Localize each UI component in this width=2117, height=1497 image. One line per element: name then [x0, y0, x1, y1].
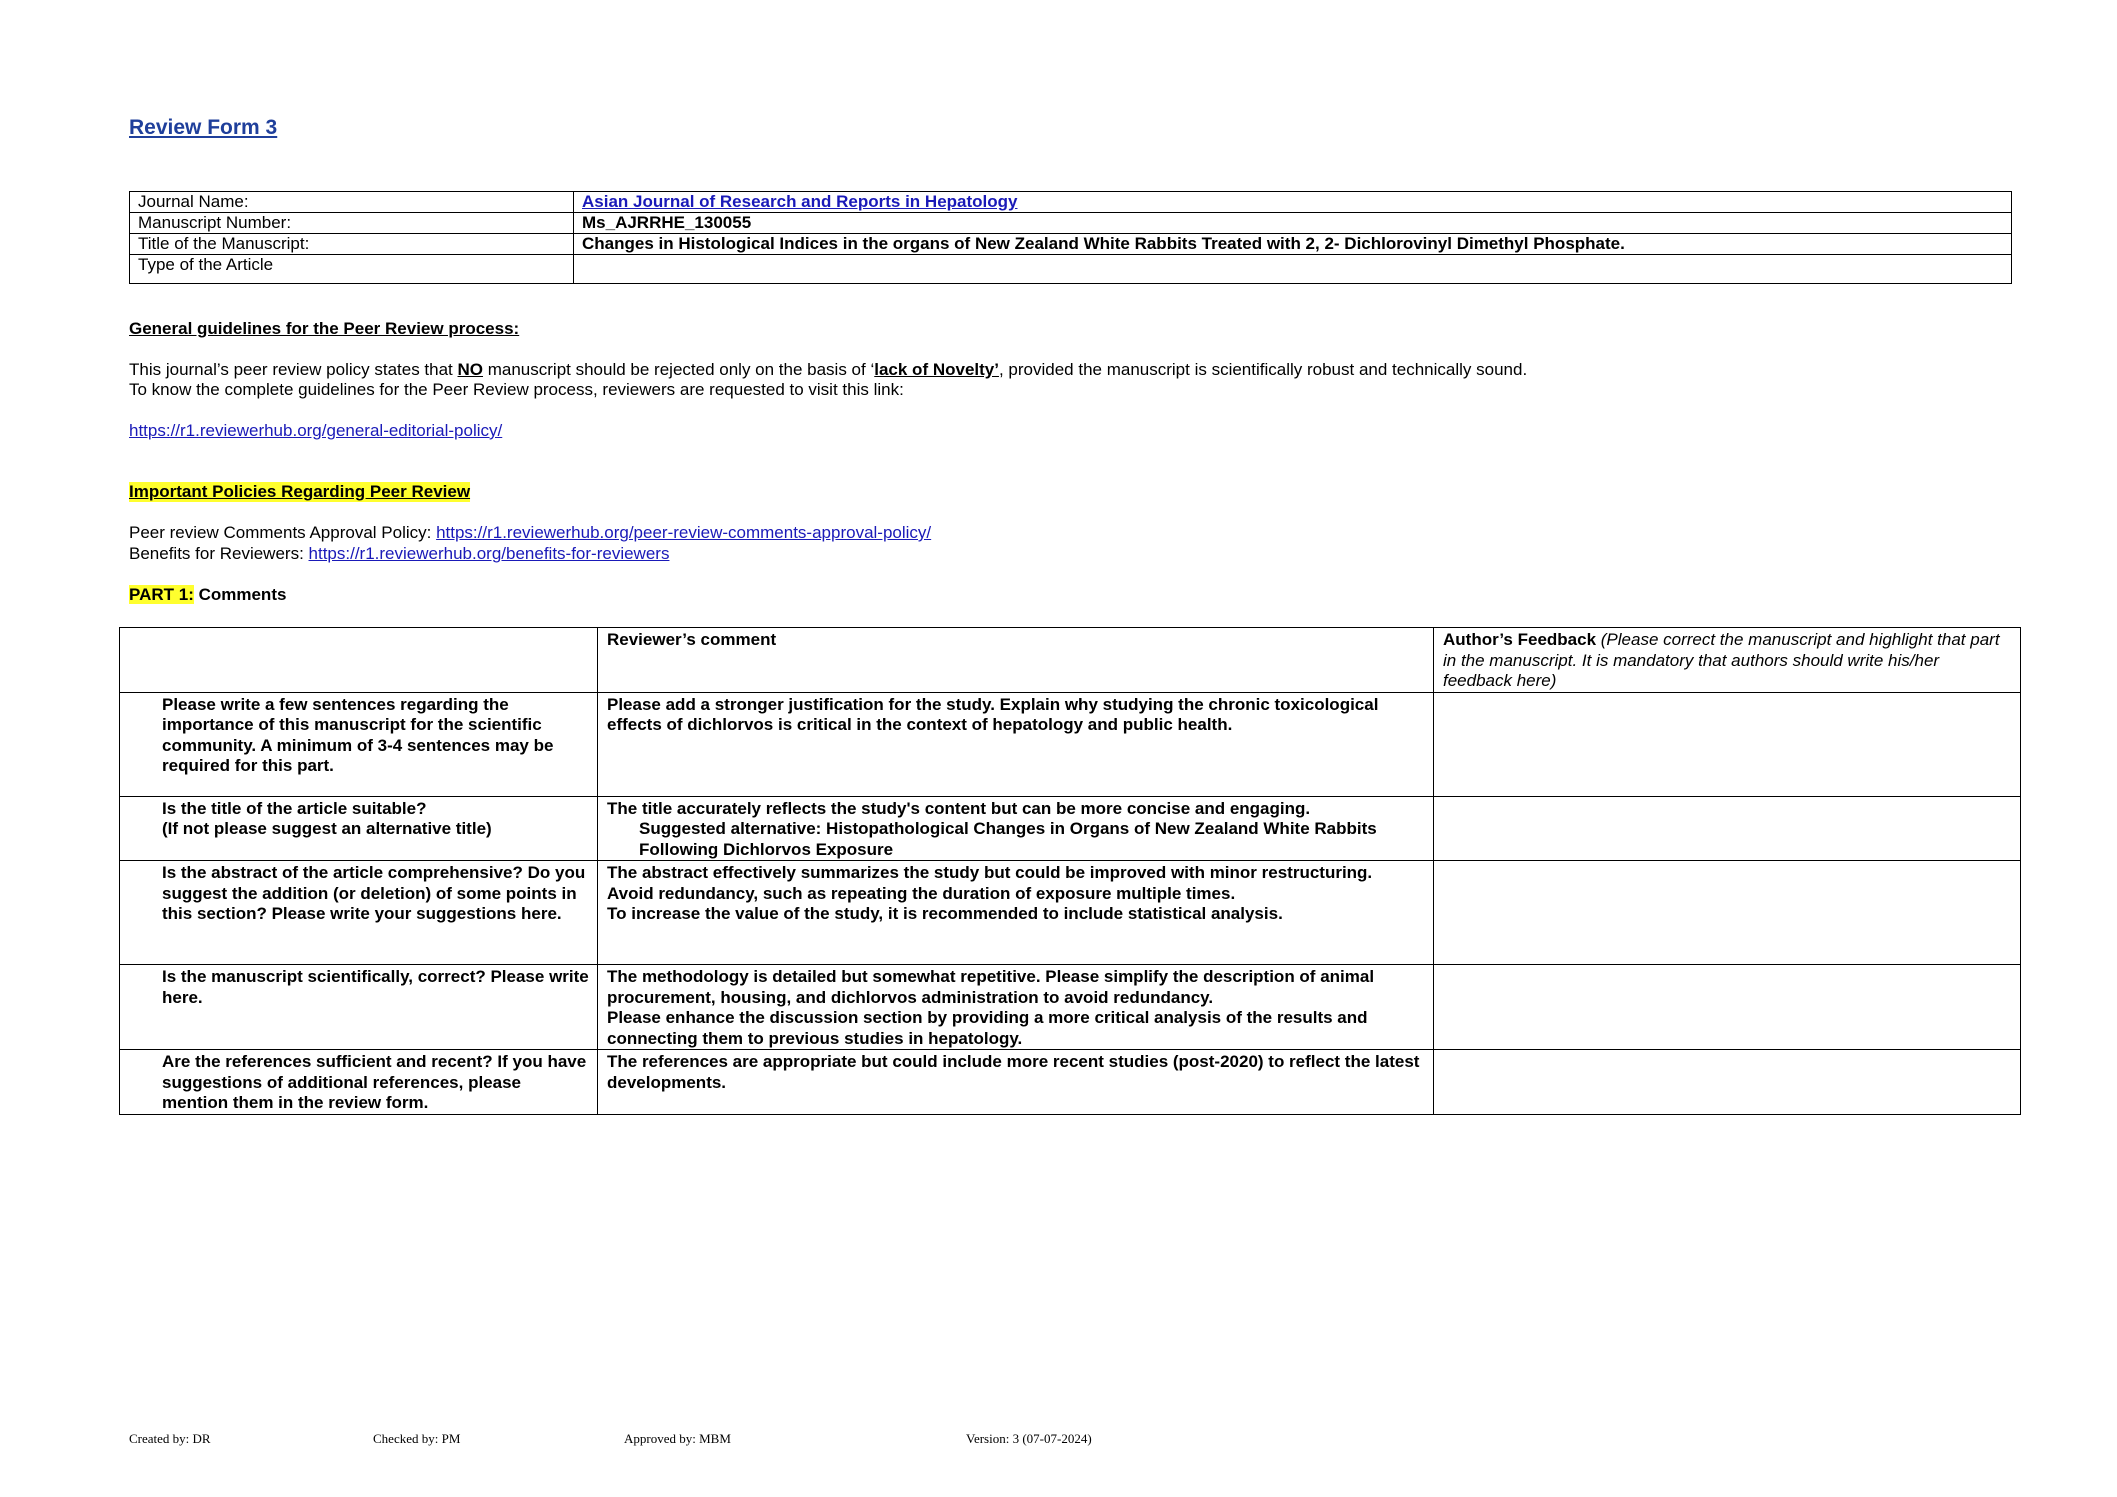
question-title-subline: (If not please suggest an alternative title): [162, 819, 492, 838]
comments-table: [119, 627, 2021, 1115]
table-row: [120, 861, 2021, 965]
manuscript-number-value: Ms_AJRRHE_130055: [574, 213, 2012, 234]
comment-abstract-line: The abstract effectively summarizes the study but could be improved with minor restructuring.: [607, 863, 1373, 882]
part1-heading: [129, 585, 286, 605]
comment-abstract: [598, 861, 1434, 965]
guidelines-visit-text: To know the complete guidelines for the Peer Review process, reviewers are requested to visit this link:: [129, 380, 904, 399]
page-title: Review Form 3: [129, 116, 278, 139]
comment-abstract-line: Avoid redundancy, such as repeating the duration of exposure multiple times.: [607, 883, 1236, 903]
policy-novelty-emphasis: lack of Novelty’: [874, 360, 999, 379]
part1-label: PART 1:: [129, 585, 194, 604]
comment-title-suggestion: Suggested alternative: Histopathological Changes in Organs of New Zealand White Rabbits Following Dichlorvos Exposure: [639, 819, 1377, 859]
policy-text-start: This journal’s peer review policy states that: [129, 360, 458, 379]
question-title: [120, 796, 598, 861]
author-feedback-title: Author’s Feedback: [1443, 630, 1597, 649]
question-header-cell: [120, 628, 598, 693]
approval-policy-line: [129, 523, 931, 543]
table-row: [120, 1050, 2021, 1115]
benefits-label: Benefits for Reviewers:: [129, 544, 309, 563]
policy-no-emphasis: NO: [457, 360, 484, 379]
policy-text-middle: manuscript should be rejected only on the basis of ‘: [483, 360, 875, 379]
comment-importance: Please add a stronger justification for the study. Explain why studying the chronic toxicological effects of dichlorvos is critical in the context of hepatology and public health.: [598, 692, 1434, 796]
question-abstract: Is the abstract of the article comprehensive? Do you suggest the addition (or deletion) of some points in this section? Please write your suggestions here.: [120, 861, 598, 965]
guidelines-link-container: [129, 421, 502, 441]
benefits-line: [129, 544, 669, 564]
author-feedback-cell[interactable]: [1434, 965, 2021, 1050]
comment-title: [598, 796, 1434, 861]
editorial-policy-link[interactable]: https://r1.reviewerhub.org/general-editorial-policy/: [129, 421, 503, 440]
article-type-value: [574, 255, 2012, 284]
approval-policy-link[interactable]: https://r1.reviewerhub.org/peer-review-comments-approval-policy/: [436, 523, 932, 542]
question-references: Are the references sufficient and recent? If you have suggestions of additional references, please mention them in the review form.: [120, 1050, 598, 1115]
footer-checked-by: Checked by: PM: [373, 1431, 461, 1446]
manuscript-info-table: [129, 191, 2012, 284]
policy-text-end: , provided the manuscript is scientifically robust and technically sound.: [998, 360, 1528, 379]
question-title-line: Is the title of the article suitable?: [162, 798, 427, 818]
table-row: [120, 692, 2021, 796]
reviewer-comment-header: Reviewer’s comment: [598, 628, 1434, 693]
benefits-link[interactable]: https://r1.reviewerhub.org/benefits-for-reviewers: [308, 544, 670, 563]
question-importance: Please write a few sentences regarding the importance of this manuscript for the scientific community. A minimum of 3-4 sentences may be required for this part.: [120, 692, 598, 796]
table-row: [120, 965, 2021, 1050]
table-row: [130, 255, 2012, 284]
comment-scientific: [598, 965, 1434, 1050]
journal-name-link[interactable]: Asian Journal of Research and Reports in Hepatology: [582, 192, 1018, 211]
table-header-row: [120, 628, 2021, 693]
author-feedback-cell[interactable]: [1434, 796, 2021, 861]
table-row: [130, 213, 2012, 234]
part1-title: Comments: [193, 585, 287, 604]
journal-name-value: [574, 192, 2012, 213]
author-feedback-cell[interactable]: [1434, 861, 2021, 965]
comment-abstract-line: To increase the value of the study, it is recommended to include statistical analysis.: [607, 904, 1283, 923]
important-policies-heading: Important Policies Regarding Peer Review: [129, 482, 471, 501]
author-feedback-instructions: (Please correct the manuscript and highlight that part in the manuscript. It is mandatory that authors should write his/her feedback here): [1443, 630, 2000, 690]
comment-scientific-line: Please enhance the discussion section by providing a more critical analysis of the results and connecting them to previous studies in hepatology.: [607, 1008, 1368, 1048]
author-feedback-cell[interactable]: [1434, 1050, 2021, 1115]
manuscript-title-label: Title of the Manuscript:: [130, 234, 574, 255]
footer-version: Version: 3 (07-07-2024): [966, 1431, 1092, 1446]
table-row: [130, 234, 2012, 255]
footer-approved-by: Approved by: MBM: [624, 1431, 731, 1446]
comment-references: The references are appropriate but could include more recent studies (post-2020) to reflect the latest developments.: [598, 1050, 1434, 1115]
table-row: [130, 192, 2012, 213]
manuscript-number-label: Manuscript Number:: [130, 213, 574, 234]
footer-created-by: Created by: DR: [129, 1431, 211, 1446]
journal-name-label: Journal Name:: [130, 192, 574, 213]
question-scientific: Is the manuscript scientifically, correct? Please write here.: [120, 965, 598, 1050]
approval-policy-label: Peer review Comments Approval Policy:: [129, 523, 437, 542]
table-row: [120, 796, 2021, 861]
comment-title-line: The title accurately reflects the study's content but can be more concise and engaging.: [607, 798, 1311, 818]
comment-scientific-line: The methodology is detailed but somewhat repetitive. Please simplify the description of animal procurement, housing, and dichlorvos administration to avoid redundancy.: [607, 967, 1375, 1007]
author-feedback-cell[interactable]: [1434, 692, 2021, 796]
guidelines-heading: General guidelines for the Peer Review process:: [129, 319, 520, 338]
article-type-label: Type of the Article: [130, 255, 574, 284]
novelty-policy-text: [129, 360, 1527, 380]
manuscript-title-value: Changes in Histological Indices in the organs of New Zealand White Rabbits Treated with 2, 2- Dichlorovinyl Dimethyl Phosphate.: [574, 234, 2012, 255]
author-feedback-header: [1434, 628, 2021, 693]
